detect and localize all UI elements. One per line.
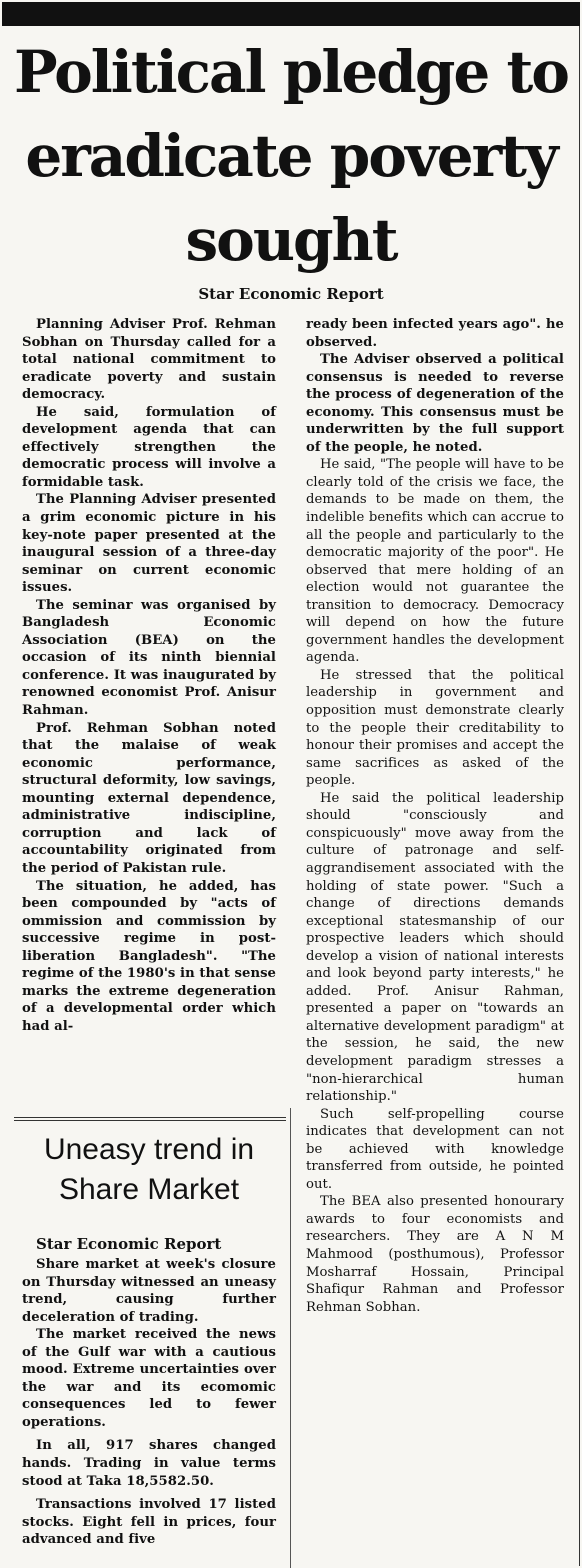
sidebar-byline: Star Economic Report	[36, 1235, 222, 1253]
article-paragraph: He said, "The people will have to be clearly told of the crisis we face, the demands to be made on them, the indelible benefits which can accrue to all the people and particularly to the democratic majority of the poor". He observed that mere holding of an election would not guarantee the transition to democracy. Democracy will depend on how the future government handles the development agenda.	[306, 457, 564, 666]
column-divider	[290, 1108, 291, 1568]
article-paragraph: He stressed that the political leadership in government and opposition must demonstrate clearly to the people their creditability to honour their promises and accept the same sacrifices as asked of the people.	[306, 667, 564, 789]
article-paragraph: He said, formulation of development agenda that can effectively strengthen the democratic process will involve a formidable task.	[22, 404, 276, 490]
article-paragraph: Such self-propelling course indicates that development can not be achieved with knowledge transferred from outside, he pointed out.	[306, 1106, 564, 1192]
sidebar-paragraph: Share market at week's closure on Thursday witnessed an uneasy trend, causing further deceleration of trading.	[22, 1257, 276, 1325]
sidebar-column	[22, 1256, 276, 1549]
article-byline: Star Economic Report	[198, 285, 384, 303]
sidebar-headline: Uneasy trend in Share Market	[43, 1133, 255, 1206]
section-rule	[14, 1120, 286, 1121]
article-paragraph: Planning Adviser Prof. Rehman Sobhan on Thursday called for a total national commitment to eradicate poverty and sustain democracy.	[22, 317, 276, 403]
article-paragraph: ready been infected years ago". he observed.	[306, 317, 564, 350]
article-paragraph: The situation, he added, has been compounded by "acts of ommission and commission by successive regime in post-liberation Bangladesh". "The regime of the 1980's in that sense marks the extreme degeneration of a developmental order which had al-	[22, 878, 276, 1034]
article-paragraph: The Planning Adviser presented a grim economic picture in his key-note paper presented at the inaugural session of a three-day seminar on current economic issues.	[22, 492, 276, 596]
sidebar-paragraph: Transactions involved 17 listed stocks. Eight fell in prices, four advanced and five	[22, 1497, 276, 1548]
article-paragraph: The Adviser observed a political consensus is needed to reverse the process of degeneration of the economy. This consensus must be underwritten by the full support of the people, he noted.	[306, 352, 564, 455]
section-rule	[14, 1117, 286, 1118]
sidebar-paragraph: The market received the news of the Gulf war with a cautious mood. Extreme uncertainties over the war and its ecomomic consequences led to fewer operations.	[22, 1327, 276, 1430]
sidebar-paragraph: In all, 917 shares changed hands. Trading in value terms stood at Taka 18,5582.50.	[22, 1438, 276, 1489]
article-headline: Political pledge to eradicate poverty sought	[14, 38, 568, 274]
article-paragraph: The BEA also presented honourary awards to four economists and researchers. They are A N M Mahmood (posthumous), Professor Mosharraf Hossain, Principal Shafiqur Rahman and Professor Rehman Sobhan.	[306, 1194, 564, 1315]
article-paragraph: He said the political leadership should "consciously and conspicuously" move away from the culture of patronage and self-aggrandisement associated with the holding of state power. "Such a change of directions demands exceptional statesmanship of our prospective leaders which should develop a vision of national interests and look beyond party interests," he added. Prof. Anisur Rahman, presented a paper on "towards an alternative development paradigm" at the session, he said, the new development paradigm stresses a "non-hierarchical human relationship."	[306, 790, 564, 1105]
masthead-bar	[2, 2, 580, 26]
article-column-2	[306, 316, 564, 1316]
article-column-1	[22, 316, 276, 1035]
article-paragraph: Prof. Rehman Sobhan noted that the malaise of weak economic performance, structural deformity, low savings, mounting external dependence, administrative indiscipline, corruption and lack of accountability originated from the period of Pakistan rule.	[22, 720, 276, 876]
article-paragraph: The seminar was organised by Bangladesh Economic Association (BEA) on the occasion of its ninth biennial conference. It was inaugurated by renowned economist Prof. Anisur Rahman.	[22, 597, 276, 719]
